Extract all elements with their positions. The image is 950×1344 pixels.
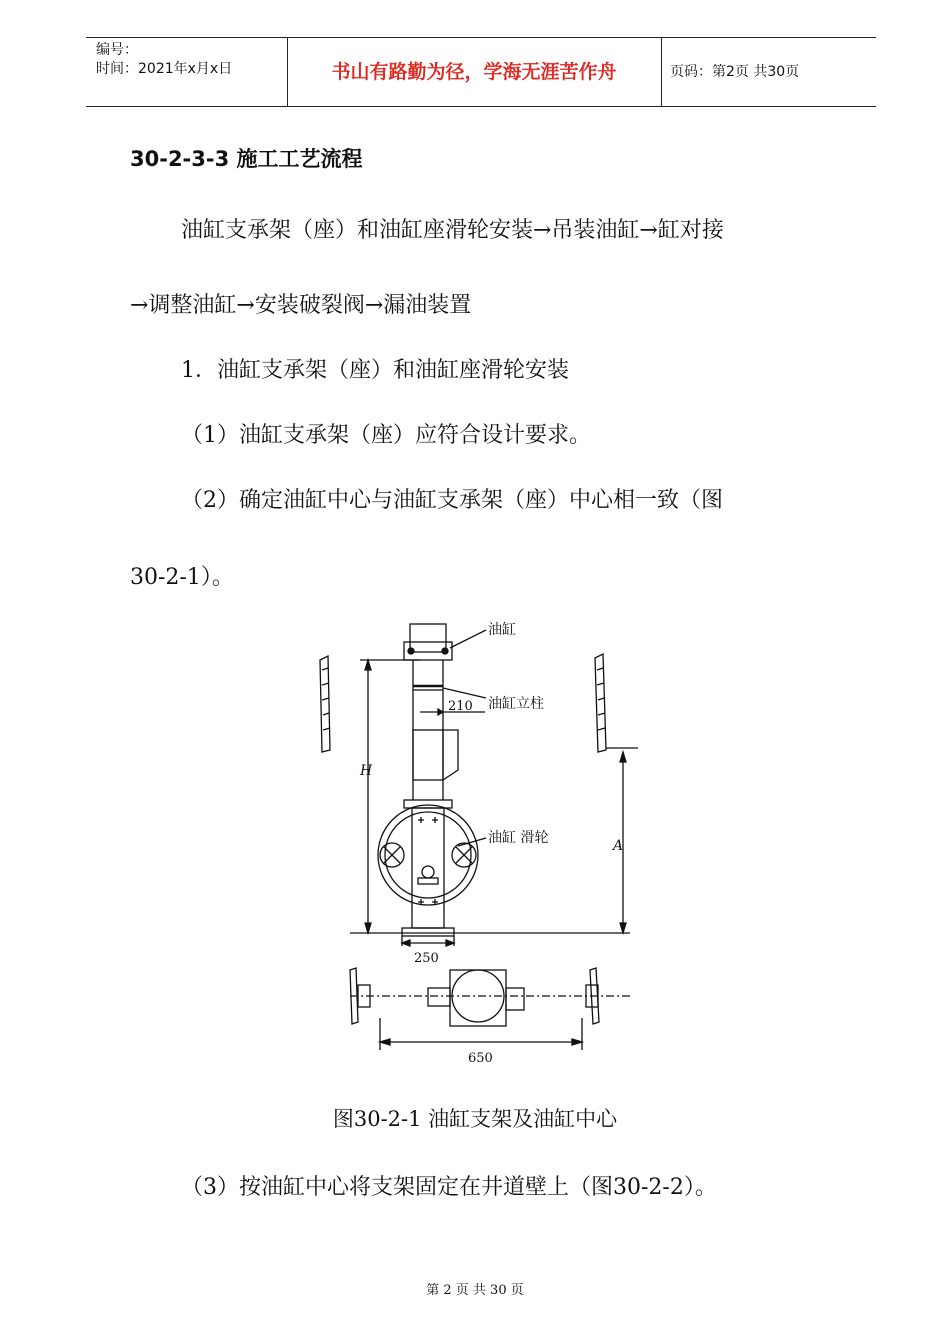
figure-cylinder-bracket bbox=[310, 610, 670, 1070]
flow-line-2: →调整油缸→安装破裂阀→漏油装置 bbox=[130, 293, 472, 318]
figure-caption: 图30-2-1 油缸支架及油缸中心 bbox=[332, 1107, 618, 1131]
label-pulley: 油缸 滑轮 bbox=[488, 830, 549, 846]
dim-H: H bbox=[360, 763, 373, 779]
label-column: 油缸立柱 bbox=[488, 696, 544, 712]
page-footer: 第 2 页 共 30 页 bbox=[426, 1283, 524, 1298]
flow-line-1: 油缸支承架（座）和油缸座滑轮安装→吊装油缸→缸对接 bbox=[181, 218, 724, 243]
left-wall-top bbox=[320, 656, 330, 752]
header-meta bbox=[86, 38, 286, 106]
dim-A: A bbox=[613, 838, 624, 854]
section-title: 30-2-3-3 施工工艺流程 bbox=[130, 147, 363, 171]
header-divider bbox=[661, 38, 662, 106]
right-wall-top bbox=[595, 654, 638, 752]
dim-210: 210 bbox=[448, 699, 473, 714]
item-1-2-line-1: （2）确定油缸中心与油缸支承架（座）中心相一致（图 bbox=[181, 488, 723, 513]
header-time: 时间：2021年x月x日 bbox=[96, 61, 233, 77]
header-number: 编号： bbox=[96, 42, 138, 58]
header-motto: 书山有路勤为径，学海无涯苦作舟 bbox=[331, 61, 617, 83]
item-1-2-line-2: 30-2-1）。 bbox=[130, 565, 234, 590]
header-page: 页码：第2页 共30页 bbox=[670, 64, 800, 80]
item-1-1: （1）油缸支承架（座）应符合设计要求。 bbox=[181, 423, 591, 448]
label-cylinder: 油缸 bbox=[488, 622, 516, 638]
page-header bbox=[86, 37, 876, 107]
dim-650: 650 bbox=[468, 1051, 493, 1066]
item-1-3: （3）按油缸中心将支架固定在井道壁上（图30-2-2）。 bbox=[181, 1175, 717, 1200]
dim-250: 250 bbox=[414, 951, 439, 966]
item-1: 1．油缸支承架（座）和油缸座滑轮安装 bbox=[181, 358, 569, 383]
plan-view bbox=[350, 968, 630, 1050]
